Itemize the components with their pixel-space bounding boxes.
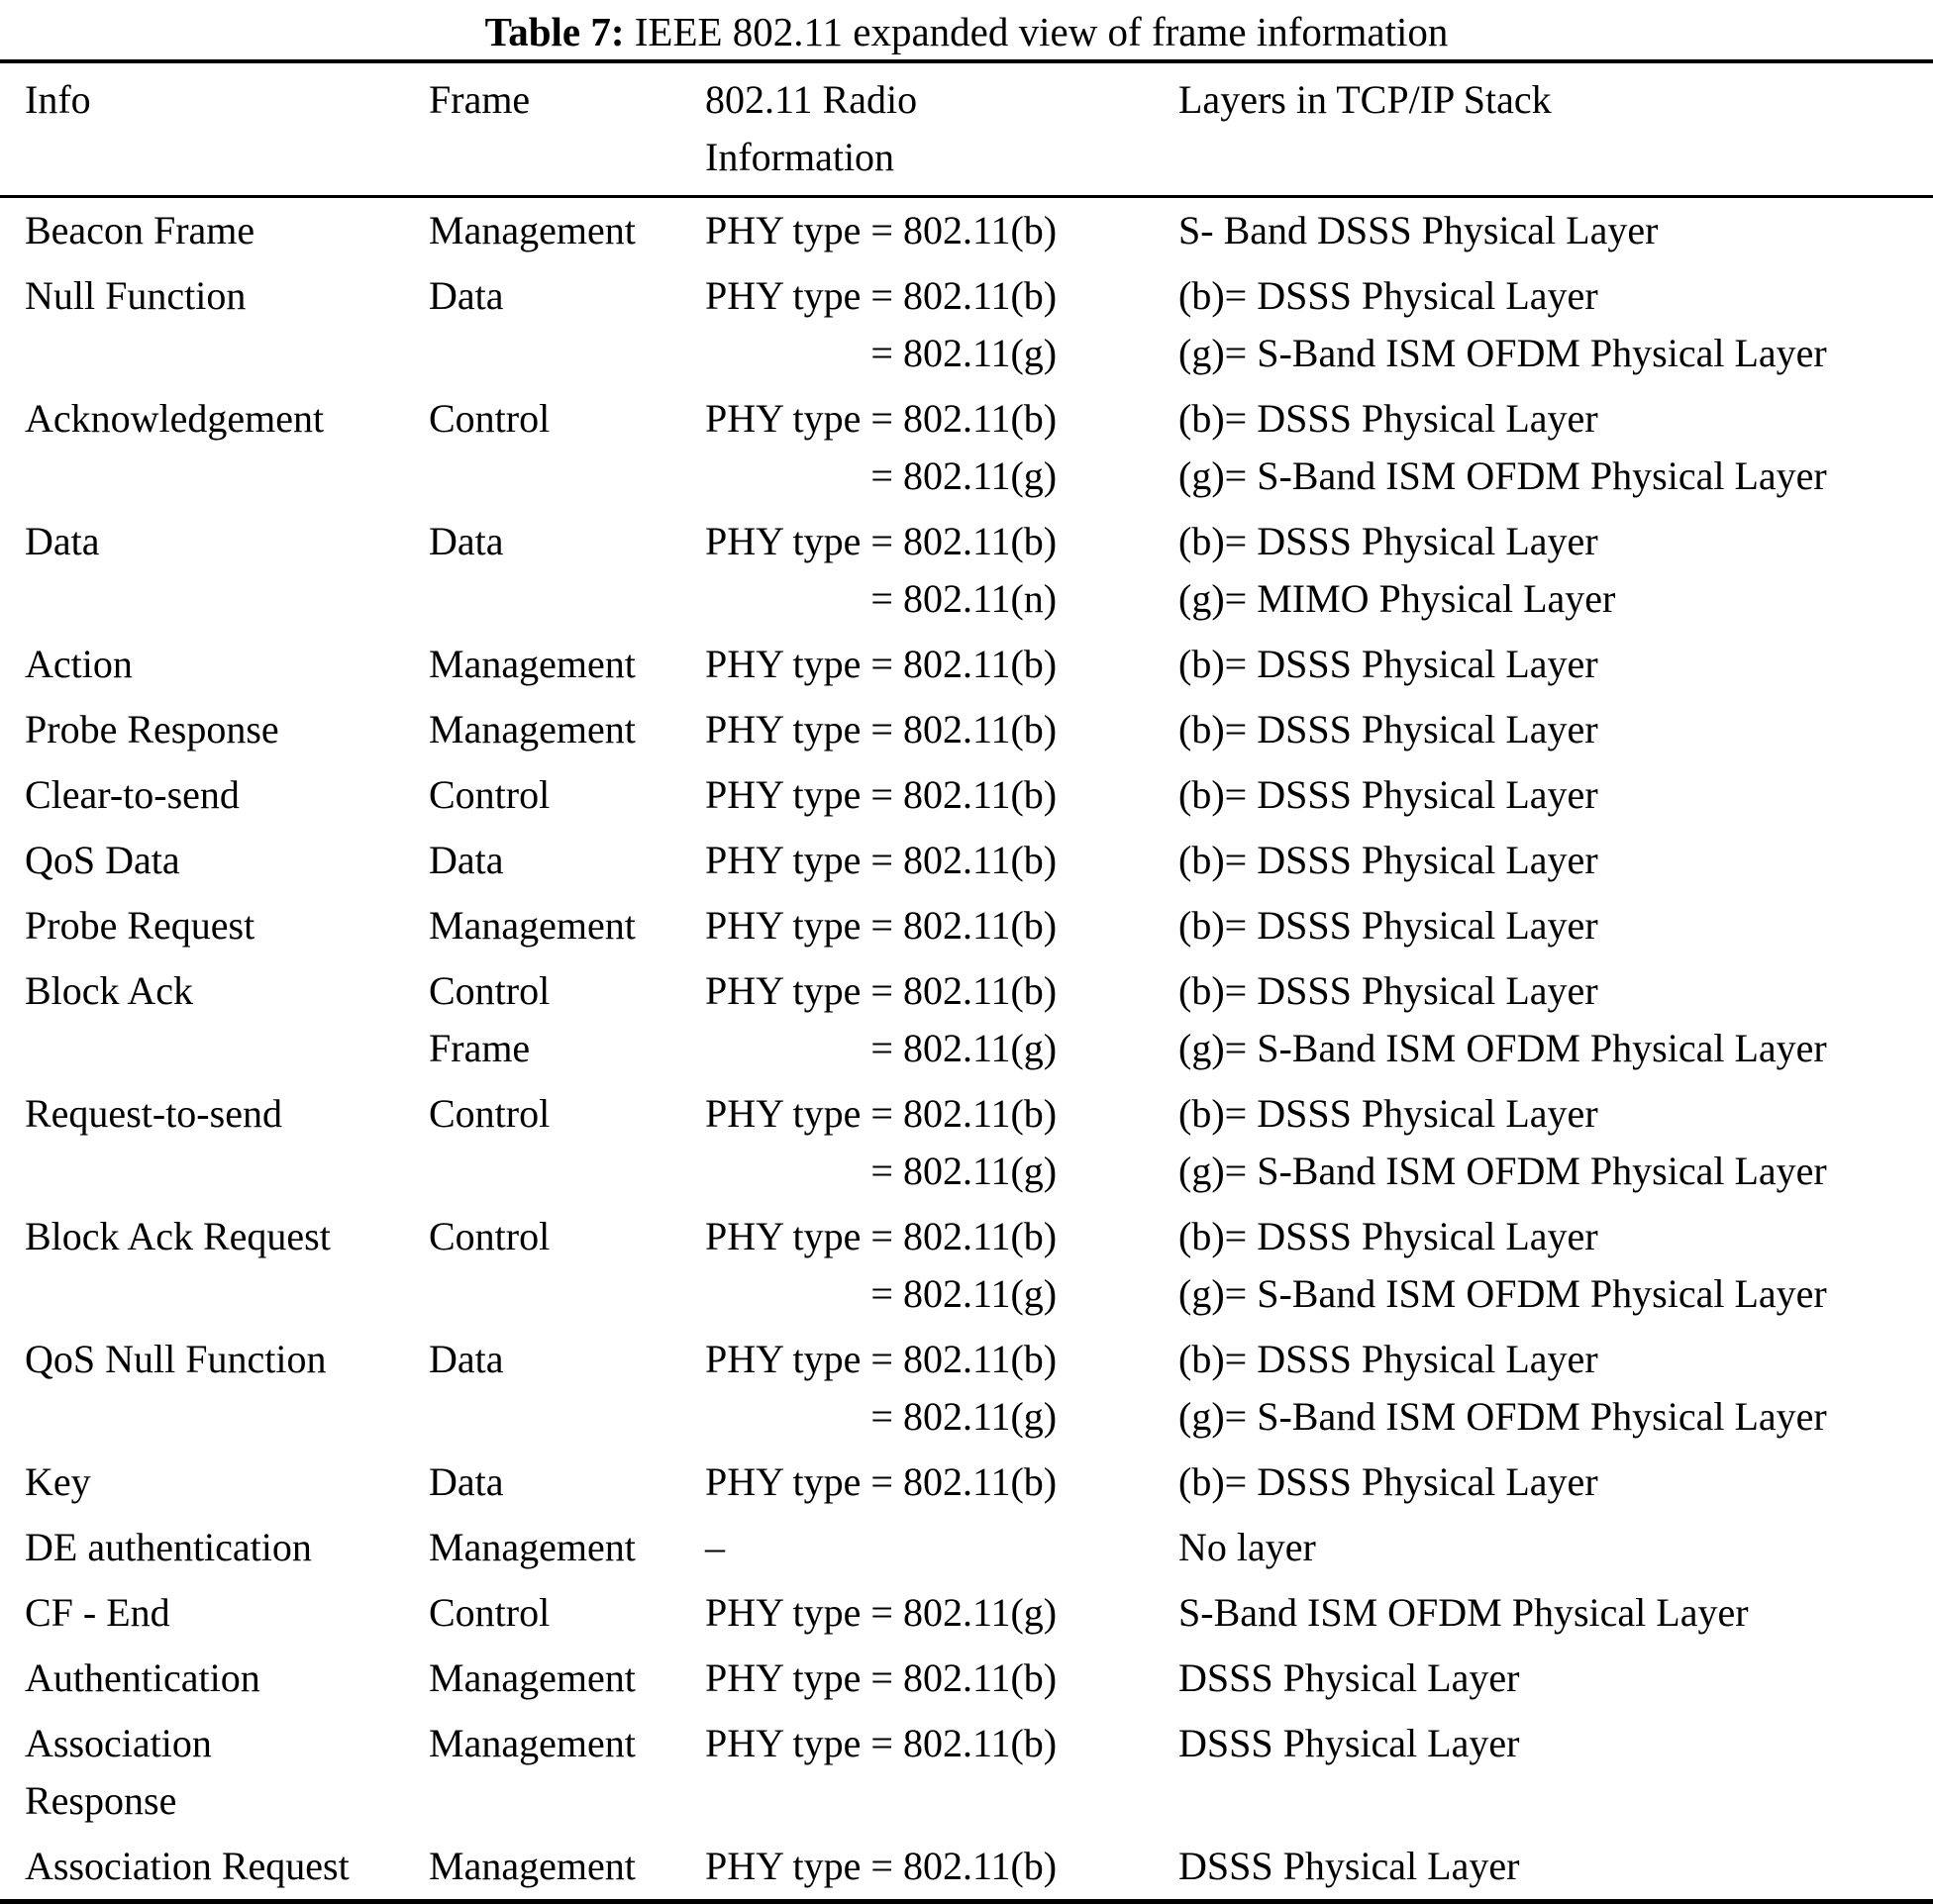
cell-info (25, 832, 429, 889)
cell-frame (429, 1519, 705, 1576)
cell-line: (b)= DSSS Physical Layer (1178, 1459, 1598, 1504)
cell-frame (429, 766, 705, 824)
cell-info (25, 390, 429, 448)
table-row (0, 958, 1933, 1081)
cell-line: = 802.11(g) (870, 453, 1058, 498)
table-row (0, 697, 1933, 762)
cell-info (25, 897, 429, 954)
cell-frame (429, 1838, 705, 1895)
cell-line: = 802.11(n) (870, 576, 1058, 621)
col-header-radio (705, 71, 1178, 186)
cell-layers (1178, 1331, 1933, 1446)
cell-line: PHY type = 802.11(b) (705, 772, 1058, 817)
table-row (0, 1081, 1933, 1204)
cell-line: Info (25, 77, 91, 122)
cell-frame (429, 701, 705, 758)
cell-layers (1178, 1519, 1933, 1576)
cell-radio (705, 202, 1178, 259)
cell-line: PHY type = 802.11(b) (705, 707, 1058, 752)
cell-line: 802.11 Radio (705, 77, 918, 122)
cell-info (25, 1453, 429, 1511)
cell-line: Management (429, 642, 636, 686)
cell-layers (1178, 1650, 1933, 1707)
cell-line: Null Function (25, 273, 247, 318)
cell-line: Block Ack Request (25, 1214, 331, 1258)
frame-info-table (0, 59, 1933, 1904)
cell-line: Management (429, 208, 636, 252)
cell-line: (b)= DSSS Physical Layer (1178, 396, 1598, 441)
cell-frame (429, 1331, 705, 1388)
cell-line: PHY type = 802.11(b) (705, 1459, 1058, 1504)
cell-line: PHY type = 802.11(b) (705, 1721, 1058, 1765)
cell-frame (429, 1085, 705, 1143)
cell-line: Control (429, 1214, 551, 1258)
cell-info (25, 513, 429, 570)
cell-line: Data (429, 1459, 504, 1504)
cell-line: Management (429, 707, 636, 752)
table-row (0, 1834, 1933, 1899)
cell-line: Association Request (25, 1844, 350, 1888)
cell-line: (g)= S-Band ISM OFDM Physical Layer (1178, 1026, 1827, 1070)
cell-line: Control (429, 1590, 551, 1635)
col-header-layers (1178, 71, 1933, 129)
cell-frame (429, 832, 705, 889)
cell-line: DSSS Physical Layer (1178, 1844, 1520, 1888)
cell-line: Data (429, 273, 504, 318)
cell-info (25, 1519, 429, 1576)
table-row (0, 1711, 1933, 1834)
table-row (0, 509, 1933, 632)
cell-frame (429, 1453, 705, 1511)
cell-line: Control (429, 968, 551, 1013)
cell-frame (429, 267, 705, 325)
cell-layers (1178, 1715, 1933, 1772)
cell-line: PHY type = 802.11(b) (705, 642, 1058, 686)
cell-line: Management (429, 1655, 636, 1700)
cell-line: Control (429, 772, 551, 817)
cell-line: Management (429, 1525, 636, 1569)
table-row (0, 386, 1933, 509)
cell-frame (429, 1208, 705, 1265)
cell-line: PHY type = 802.11(b) (705, 519, 1058, 563)
table-row (0, 632, 1933, 697)
cell-frame (429, 390, 705, 448)
cell-info (25, 267, 429, 325)
cell-line: Probe Response (25, 707, 279, 752)
cell-line: Data (429, 1337, 504, 1381)
cell-line: Probe Request (25, 903, 255, 948)
table-row (0, 1204, 1933, 1327)
cell-line: PHY type = 802.11(b) (705, 396, 1058, 441)
cell-line: (b)= DSSS Physical Layer (1178, 1214, 1598, 1258)
cell-info (25, 1208, 429, 1265)
table-row (0, 263, 1933, 386)
table-caption (0, 0, 1933, 57)
cell-line: PHY type = 802.11(b) (705, 968, 1058, 1013)
cell-layers (1178, 390, 1933, 505)
table-header-row (0, 63, 1933, 198)
cell-frame (429, 513, 705, 570)
table-row (0, 1515, 1933, 1580)
cell-layers (1178, 1838, 1933, 1895)
cell-line: No layer (1178, 1525, 1316, 1569)
cell-info (25, 1085, 429, 1143)
cell-line: Frame (429, 1026, 531, 1070)
cell-line: PHY type = 802.11(b) (705, 273, 1058, 318)
cell-line: PHY type = 802.11(b) (705, 903, 1058, 948)
cell-info (25, 636, 429, 693)
cell-info (25, 1650, 429, 1707)
cell-line: PHY type = 802.11(b) (705, 1214, 1058, 1258)
cell-line: (b)= DSSS Physical Layer (1178, 903, 1598, 948)
table-row (0, 1450, 1933, 1515)
cell-line: Response (25, 1778, 177, 1823)
cell-line: Data (429, 519, 504, 563)
cell-line: Management (429, 1721, 636, 1765)
cell-line: PHY type = 802.11(b) (705, 1655, 1058, 1700)
table-row (0, 1580, 1933, 1646)
cell-layers (1178, 897, 1933, 954)
table-row (0, 893, 1933, 958)
cell-frame (429, 962, 705, 1077)
cell-radio (705, 1650, 1178, 1707)
table-row (0, 1646, 1933, 1711)
cell-info (25, 701, 429, 758)
cell-radio (705, 1838, 1178, 1895)
cell-frame (429, 202, 705, 259)
cell-line: Data (25, 519, 100, 563)
cell-line: (b)= DSSS Physical Layer (1178, 772, 1598, 817)
cell-line: Association (25, 1721, 212, 1765)
cell-line: Management (429, 1844, 636, 1888)
cell-line: (g)= S-Band ISM OFDM Physical Layer (1178, 1394, 1827, 1439)
cell-layers (1178, 513, 1933, 628)
cell-radio (705, 832, 1178, 889)
cell-radio (705, 1715, 1178, 1772)
cell-layers (1178, 1085, 1933, 1200)
cell-line: Clear-to-send (25, 772, 240, 817)
cell-layers (1178, 766, 1933, 824)
cell-line: Layers in TCP/IP Stack (1178, 77, 1552, 122)
cell-layers (1178, 202, 1933, 259)
cell-line: Beacon Frame (25, 208, 255, 252)
cell-line: Request-to-send (25, 1091, 282, 1136)
cell-radio (705, 636, 1178, 693)
cell-line: (g)= S-Band ISM OFDM Physical Layer (1178, 331, 1827, 375)
cell-frame (429, 1715, 705, 1772)
cell-frame (429, 1584, 705, 1642)
cell-line: QoS Data (25, 838, 180, 882)
cell-line: (b)= DSSS Physical Layer (1178, 642, 1598, 686)
col-header-info (25, 71, 429, 129)
cell-line: = 802.11(g) (870, 1271, 1058, 1316)
cell-layers (1178, 832, 1933, 889)
cell-line: Management (429, 903, 636, 948)
cell-layers (1178, 267, 1933, 382)
cell-radio (705, 513, 1178, 628)
cell-frame (429, 1650, 705, 1707)
cell-line: QoS Null Function (25, 1337, 327, 1381)
cell-line: Authentication (25, 1655, 260, 1700)
cell-radio (705, 1208, 1178, 1323)
cell-line: (g)= S-Band ISM OFDM Physical Layer (1178, 1271, 1827, 1316)
cell-line: Control (429, 396, 551, 441)
cell-line: PHY type = 802.11(b) (705, 1091, 1058, 1136)
cell-line: (b)= DSSS Physical Layer (1178, 519, 1598, 563)
cell-line: S-Band ISM OFDM Physical Layer (1178, 1590, 1749, 1635)
cell-radio (705, 766, 1178, 824)
cell-line: DSSS Physical Layer (1178, 1721, 1520, 1765)
cell-line: (b)= DSSS Physical Layer (1178, 1091, 1598, 1136)
cell-line: (b)= DSSS Physical Layer (1178, 707, 1598, 752)
cell-layers (1178, 701, 1933, 758)
cell-line: Information (705, 135, 895, 179)
cell-line: = 802.11(g) (870, 1394, 1058, 1439)
cell-line: Key (25, 1459, 91, 1504)
cell-line: Data (429, 838, 504, 882)
cell-radio (705, 962, 1178, 1077)
cell-line: (b)= DSSS Physical Layer (1178, 968, 1598, 1013)
cell-line: PHY type = 802.11(b) (705, 1337, 1058, 1381)
cell-line: PHY type = 802.11(g) (705, 1590, 1058, 1635)
cell-line: (b)= DSSS Physical Layer (1178, 1337, 1598, 1381)
cell-line: S- Band DSSS Physical Layer (1178, 208, 1659, 252)
cell-line: (g)= S-Band ISM OFDM Physical Layer (1178, 1149, 1827, 1193)
col-header-frame (429, 71, 705, 129)
cell-line: PHY type = 802.11(b) (705, 208, 1058, 252)
cell-line: Block Ack (25, 968, 193, 1013)
cell-layers (1178, 962, 1933, 1077)
cell-info (25, 202, 429, 259)
cell-line: = 802.11(g) (870, 1149, 1058, 1193)
cell-info (25, 962, 429, 1020)
table-caption-text: IEEE 802.11 expanded view of frame information (634, 9, 1449, 54)
cell-layers (1178, 1584, 1933, 1642)
table-row (0, 762, 1933, 828)
cell-info (25, 1715, 429, 1830)
cell-radio (705, 897, 1178, 954)
cell-layers (1178, 636, 1933, 693)
cell-info (25, 1584, 429, 1642)
cell-radio (705, 1331, 1178, 1446)
cell-line: – (705, 1525, 725, 1569)
cell-line: = 802.11(g) (870, 1026, 1058, 1070)
cell-line: (g)= MIMO Physical Layer (1178, 576, 1616, 621)
cell-radio (705, 701, 1178, 758)
cell-line: CF - End (25, 1590, 170, 1635)
cell-info (25, 1838, 429, 1895)
cell-line: PHY type = 802.11(b) (705, 838, 1058, 882)
cell-info (25, 1331, 429, 1388)
table-row (0, 198, 1933, 263)
cell-line: (g)= S-Band ISM OFDM Physical Layer (1178, 453, 1827, 498)
cell-line: Action (25, 642, 133, 686)
cell-frame (429, 897, 705, 954)
table-row (0, 828, 1933, 893)
cell-radio (705, 267, 1178, 382)
table-row (0, 1327, 1933, 1450)
table-caption-label: Table 7: (484, 9, 625, 54)
cell-line: (b)= DSSS Physical Layer (1178, 273, 1598, 318)
cell-radio (705, 1453, 1178, 1511)
cell-radio (705, 390, 1178, 505)
cell-radio (705, 1085, 1178, 1200)
cell-info (25, 766, 429, 824)
cell-line: Acknowledgement (25, 396, 325, 441)
cell-line: Frame (429, 77, 531, 122)
cell-line: DSSS Physical Layer (1178, 1655, 1520, 1700)
table-body (0, 198, 1933, 1899)
cell-line: Control (429, 1091, 551, 1136)
cell-radio (705, 1519, 1178, 1576)
cell-layers (1178, 1453, 1933, 1511)
cell-radio (705, 1584, 1178, 1642)
cell-layers (1178, 1208, 1933, 1323)
cell-frame (429, 636, 705, 693)
cell-line: PHY type = 802.11(b) (705, 1844, 1058, 1888)
cell-line: (b)= DSSS Physical Layer (1178, 838, 1598, 882)
cell-line: = 802.11(g) (870, 331, 1058, 375)
cell-line: DE authentication (25, 1525, 312, 1569)
